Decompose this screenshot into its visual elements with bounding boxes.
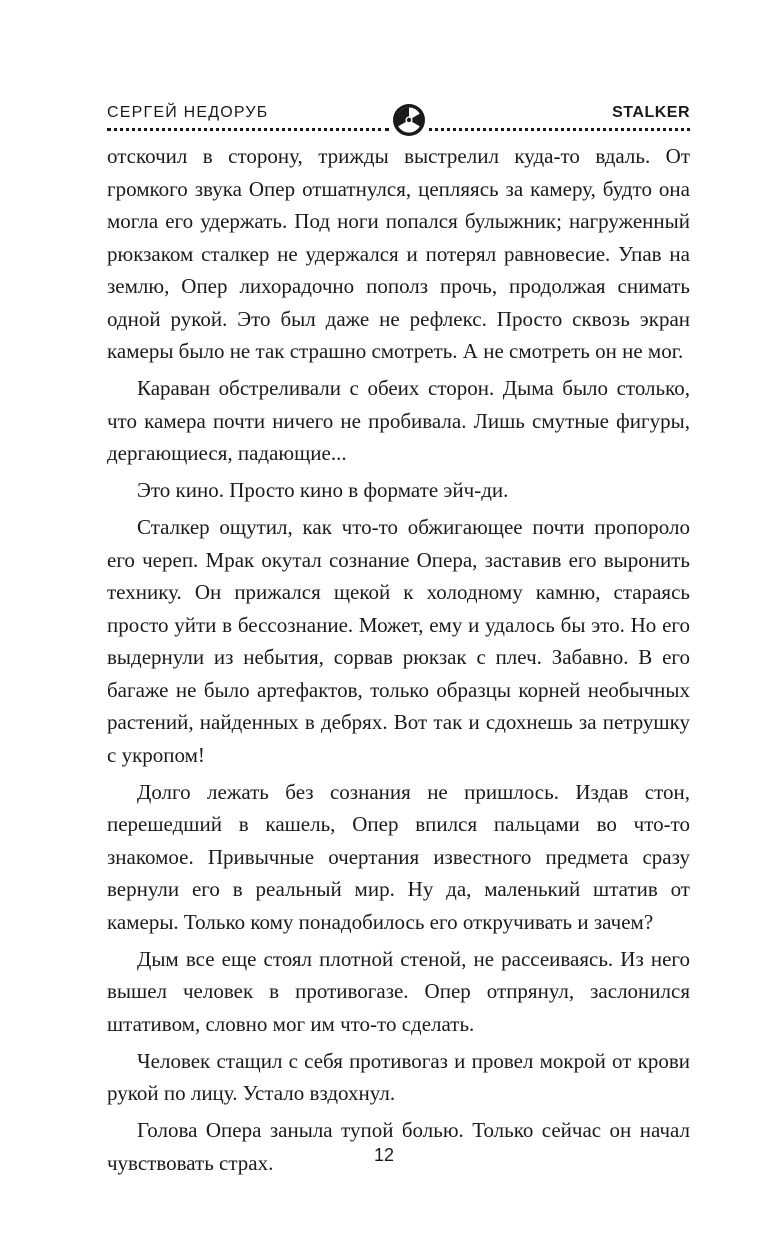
paragraph: Голова Опера заныла тупой болью. Только сейчас он начал чувствовать страх. bbox=[107, 1118, 690, 1175]
body-text bbox=[107, 140, 690, 1184]
paragraph: Дым все еще стоял плотной стеной, не рассеиваясь. Из него вышел человек в противогазе. Опер отпрянул, заслонился штативом, словно мог им что-то сделать. bbox=[107, 946, 690, 1036]
radiation-hazard-icon bbox=[392, 103, 426, 137]
paragraph: отскочил в сторону, трижды выстрелил куда-то вдаль. От громкого звука Опер отшатнулся, цепляясь за камеру, будто она могла его удержать. Под ноги попался булыжник; нагруженный рюкзаком сталкер не удержался и потерял равновесие. Упав на землю, Опер лихорадочно пополз прочь, продолжая снимать одной рукой. Это был даже не рефлекс. Просто сквозь экран камеры было не так страшно смотреть. А не смотреть он не мог. bbox=[107, 144, 690, 363]
paragraph: Караван обстреливали с обеих сторон. Дыма было столько, что камера почти ничего не пробивала. Лишь смутные фигуры, дергающиеся, падающие... bbox=[107, 376, 690, 465]
running-head bbox=[107, 100, 690, 134]
author-name: СЕРГЕЙ НЕДОРУБ bbox=[107, 104, 269, 121]
dotted-rule-left bbox=[107, 128, 389, 131]
paragraph: Это кино. Просто кино в формате эйч-ди. bbox=[137, 478, 509, 502]
series-title: STALKER bbox=[612, 104, 690, 121]
paragraph: Человек стащил с себя противогаз и провел мокрой от крови рукой по лицу. Устало вздохнул. bbox=[107, 1048, 690, 1105]
paragraph: Сталкер ощутил, как что-то обжигающее почти пропороло его череп. Мрак окутал сознание Опера, заставив его выронить технику. Он прижался щекой к холодному камню, стараясь просто уйти в бессознание. Может, ему и удалось бы это. Но его выдернули из небытия, сорвав рюкзак с плеч. Забавно. В его багаже не было артефактов, только образцы корней необычных растений, найденных в дебрях. Вот так и сдохнешь за петрушку с укропом! bbox=[107, 515, 690, 767]
paragraph: Долго лежать без сознания не пришлось. Издав стон, перешедший в кашель, Опер впился пальцами во что-то знакомое. Привычные очертания известного предмета сразу вернули его в реальный мир. Ну да, маленький штатив от камеры. Только кому понадобилось его откручивать и зачем? bbox=[107, 779, 690, 934]
dotted-rule-right bbox=[429, 128, 690, 131]
page-number: 12 bbox=[373, 1145, 395, 1165]
